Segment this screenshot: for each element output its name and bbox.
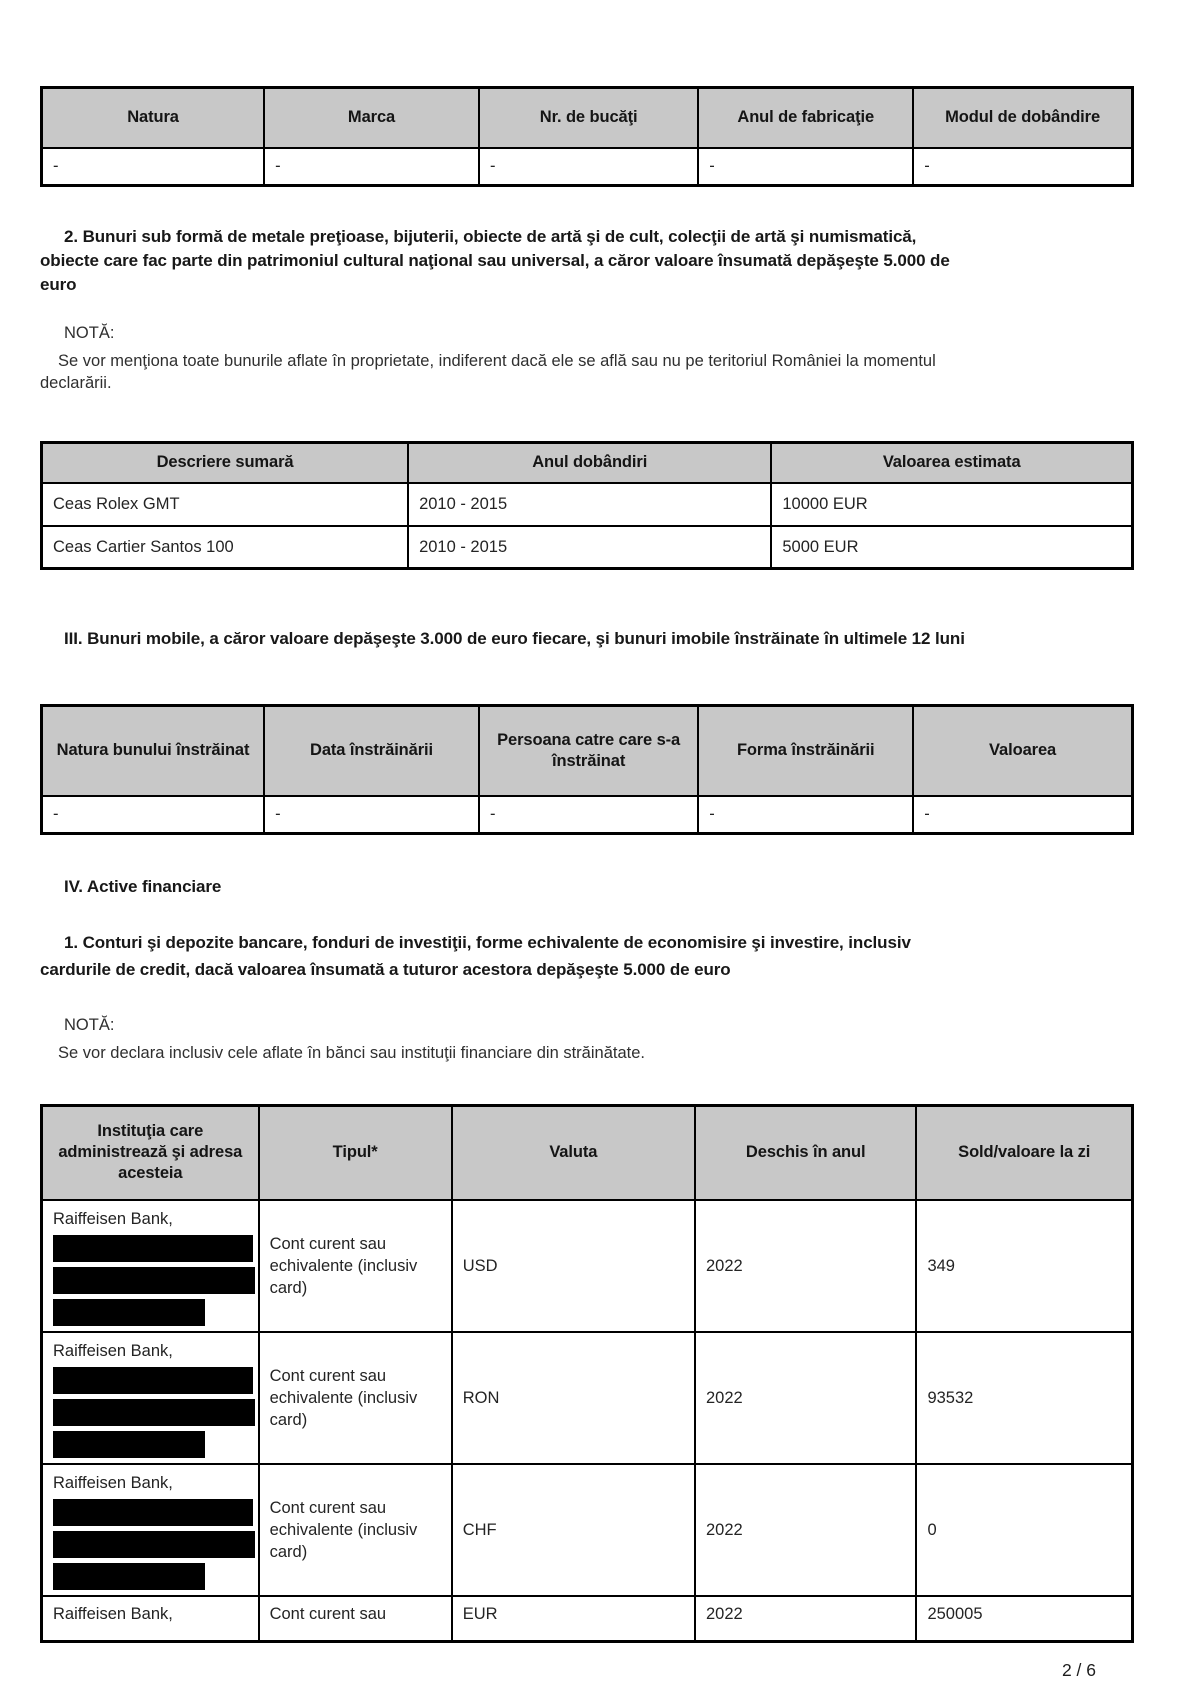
goods-header-marca: Marca (264, 88, 479, 148)
alienated-header-forma: Forma înstrăinării (698, 706, 913, 796)
section-4-nota-label: NOTĂ: (64, 1016, 115, 1034)
accounts-cell-currency: EUR (452, 1596, 695, 1642)
accounts-cell-type: Cont curent sau echivalente (inclusiv card) (259, 1200, 452, 1332)
valuables-cell-an: 2010 - 2015 (408, 483, 771, 526)
goods-empty-cell: - (698, 148, 913, 186)
goods-header-mod-dobandire: Modul de dobândire (913, 88, 1132, 148)
valuables-cell-valoare: 10000 EUR (771, 483, 1132, 526)
redaction-bar (53, 1399, 255, 1426)
redaction-bar (53, 1235, 253, 1262)
alienated-empty-cell: - (264, 796, 479, 834)
section-4-heading: IV. Active financiare (64, 877, 222, 896)
accounts-cell-currency: USD (452, 1200, 695, 1332)
accounts-cell-type: Cont curent sau echivalente (inclusiv card) (259, 1332, 452, 1464)
alienated-empty-row (42, 796, 1133, 834)
section-3-heading: III. Bunuri mobile, a căror valoare depăşeşte 3.000 de euro fiecare, şi bunuri imobile înstrăinate în ultimele 12 luni (64, 629, 965, 648)
accounts-cell-year: 2022 (695, 1464, 916, 1596)
redaction-bar (53, 1563, 205, 1590)
goods-table (40, 86, 1134, 187)
alienated-header-row (42, 706, 1133, 796)
accounts-cell-year: 2022 (695, 1200, 916, 1332)
accounts-cell-institution (42, 1200, 259, 1332)
goods-header-natura: Natura (42, 88, 265, 148)
valuables-header-an: Anul dobândiri (408, 443, 771, 483)
institution-name: Raiffeisen Bank, (53, 1604, 173, 1623)
accounts-table (40, 1104, 1134, 1643)
accounts-cell-type: Cont curent sau echivalente (inclusiv card) (259, 1464, 452, 1596)
alienated-header-valoarea: Valoarea (913, 706, 1132, 796)
accounts-cell-currency: RON (452, 1332, 695, 1464)
alienated-header-natura: Natura bunului înstrăinat (42, 706, 265, 796)
goods-empty-cell: - (913, 148, 1132, 186)
goods-header-an-fabricatie: Anul de fabricaţie (698, 88, 913, 148)
section-4-nota-text: Se vor declara inclusiv cele aflate în bănci sau instituţii financiare din străinătate. (58, 1044, 645, 1062)
accounts-row-eur (42, 1596, 1133, 1642)
valuables-header-descriere: Descriere sumară (42, 443, 409, 483)
accounts-cell-institution (42, 1596, 259, 1642)
institution-name: Raiffeisen Bank, (53, 1473, 173, 1492)
accounts-header-sold: Sold/valoare la zi (916, 1106, 1132, 1200)
section-2-nota-label: NOTĂ: (64, 324, 115, 342)
institution-name: Raiffeisen Bank, (53, 1341, 173, 1360)
alienated-empty-cell: - (698, 796, 913, 834)
accounts-row-chf (42, 1464, 1133, 1596)
alienated-empty-cell: - (479, 796, 698, 834)
alienated-empty-cell: - (913, 796, 1132, 834)
valuables-cell-an: 2010 - 2015 (408, 526, 771, 569)
accounts-cell-balance: 349 (916, 1200, 1132, 1332)
section-4-1-heading: 1. Conturi şi depozite bancare, fonduri de investiţii, forme echivalente de economisire şi investire, inclusiv cardurile de credit, dacă valoarea însumată a tuturor acestora depăşeşte 5.000 de euro (40, 933, 911, 979)
alienated-header-data: Data înstrăinării (264, 706, 479, 796)
valuables-cell-descriere: Ceas Rolex GMT (42, 483, 409, 526)
valuables-table (40, 441, 1134, 570)
page-number: 2 / 6 (1061, 1660, 1096, 1680)
redaction-bar (53, 1531, 255, 1558)
accounts-cell-balance: 250005 (916, 1596, 1132, 1642)
goods-header-bucati: Nr. de bucăţi (479, 88, 698, 148)
goods-header-row (42, 88, 1133, 148)
valuables-header-valoare: Valoarea estimata (771, 443, 1132, 483)
institution-name: Raiffeisen Bank, (53, 1209, 173, 1228)
redaction-bar (53, 1499, 253, 1526)
accounts-header-valuta: Valuta (452, 1106, 695, 1200)
valuables-row (42, 526, 1133, 569)
valuables-cell-descriere: Ceas Cartier Santos 100 (42, 526, 409, 569)
accounts-cell-year: 2022 (695, 1332, 916, 1464)
redaction-bar (53, 1431, 205, 1458)
accounts-cell-institution (42, 1332, 259, 1464)
alienated-empty-cell: - (42, 796, 265, 834)
goods-empty-cell: - (479, 148, 698, 186)
accounts-cell-balance: 0 (916, 1464, 1132, 1596)
alienated-header-persoana: Persoana catre care s-a înstrăinat (479, 706, 698, 796)
section-2-nota-text: Se vor menţiona toate bunurile aflate în proprietate, indiferent dacă ele se află sau nu pe teritoriul României la momentul declarării. (40, 352, 936, 392)
redaction-bar (53, 1367, 253, 1394)
accounts-header-institutie: Instituţia care administrează şi adresa acesteia (42, 1106, 259, 1200)
accounts-cell-balance: 93532 (916, 1332, 1132, 1464)
goods-empty-cell: - (42, 148, 265, 186)
accounts-row-ron (42, 1332, 1133, 1464)
valuables-cell-valoare: 5000 EUR (771, 526, 1132, 569)
accounts-cell-currency: CHF (452, 1464, 695, 1596)
section-2-heading: 2. Bunuri sub formă de metale preţioase, bijuterii, obiecte de artă şi de cult, colecţii de artă şi numismatică, obiecte care fac parte din patrimoniul cultural naţional sau universal, a căror valoare însumată depăşeşte 5.000 de euro (40, 227, 950, 294)
accounts-header-deschis: Deschis în anul (695, 1106, 916, 1200)
accounts-cell-year: 2022 (695, 1596, 916, 1642)
alienated-table (40, 704, 1134, 835)
redaction-bar (53, 1299, 205, 1326)
goods-empty-row (42, 148, 1133, 186)
accounts-header-row (42, 1106, 1133, 1200)
valuables-row (42, 483, 1133, 526)
accounts-cell-institution (42, 1464, 259, 1596)
redaction-bar (53, 1267, 255, 1294)
valuables-header-row (42, 443, 1133, 483)
accounts-header-tipul: Tipul* (259, 1106, 452, 1200)
accounts-cell-type: Cont curent sau (259, 1596, 452, 1642)
accounts-row-usd (42, 1200, 1133, 1332)
goods-empty-cell: - (264, 148, 479, 186)
